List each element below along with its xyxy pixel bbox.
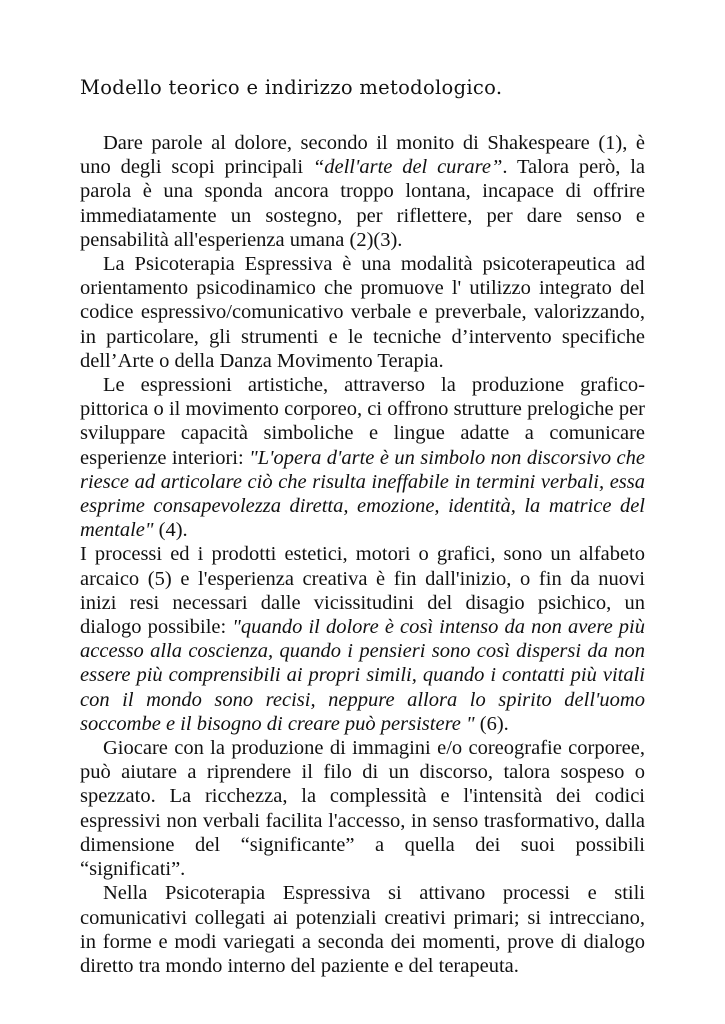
document-page (80, 70, 645, 978)
paragraph-1-text-end: . Talora però, la parola è una sponda ancora troppo lontana, incapace di offrire immediatamente un sostegno, per riflettere, per dare senso e pensabilità all'esperienza umana (2)(3). (80, 156, 645, 251)
paragraph-4-quote: "quando il dolore è così intenso da non avere più accesso alla coscienza, quando i pensieri sono così dispersi da non essere più comprensibili ai propri simili, quando i contatti più vitali con il mondo sono recisi, neppure allora lo spirito dell'uomo soccombe e il bisogno di creare può persistere " (80, 616, 645, 735)
paragraph-3 (80, 373, 645, 542)
paragraph-2-text: La Psicoterapia Espressiva è una modalità psicoterapeutica ad orientamento psicodinamico che promuove l' utilizzo integrato del codice espressivo/comunicativo verbale e preverbale, valorizzando, in particolare, gli strumenti e le tecniche d’intervento specifiche dell’Arte o della Danza Movimento Terapia. (80, 253, 645, 372)
paragraph-2 (80, 252, 645, 373)
section-heading: Modello teorico e indirizzo metodologico. (80, 76, 503, 99)
paragraph-4-citation: (6). (474, 712, 509, 735)
paragraph-1-text: Dare parole al dolore, secondo il monito di Shakespeare (1), è uno degli scopi principali (80, 132, 645, 179)
paragraph-1-quote: “dell'arte del curare” (312, 156, 503, 179)
paragraph-3-text: Le espressioni artistiche, attraverso la produzione grafico-pittorica o il movimento corporeo, ci offrono strutture prelogiche per sviluppare capacità simboliche e lingue adatte a comunicare esperienze interiori: (80, 374, 645, 469)
body-text (80, 131, 645, 978)
paragraph-4-text: I processi ed i prodotti estetici, motori o grafici, sono un alfabeto arcaico (5) e l'esperienza creativa è fin dall'inizio, o fin da nuovi inizi resi necessari dalle vicissitudini del disagio psichico, un dialogo possibile: (80, 543, 645, 639)
paragraph-5 (80, 736, 645, 881)
paragraph-3-citation: (4). (153, 519, 188, 542)
paragraph-5-text: Giocare con la produzione di immagini e/o coreografie corporee, può aiutare a riprendere il filo di un discorso, talora sospeso o spezzato. La ricchezza, la complessità e l'intensità dei codici espressivi non verbali facilita l'accesso, in senso trasformativo, dalla dimensione del “significante” a quella dei suoi possibili “significati”. (80, 737, 645, 881)
paragraph-4 (80, 542, 645, 736)
paragraph-3-quote: "L'opera d'arte è un simbolo non discorsivo che riesce ad articolare ciò che risulta ineffabile in termini verbali, essa esprime consapevolezza diretta, emozione, identità, la matrice del mentale" (80, 446, 645, 542)
paragraph-1 (80, 131, 645, 252)
paragraph-6 (80, 881, 645, 978)
paragraph-6-text: Nella Psicoterapia Espressiva si attivano processi e stili comunicativi collegati ai potenziali creativi primari; si intrecciano, in forme e modi variegati a seconda dei momenti, prove di dialogo diretto tra mondo interno del paziente e del terapeuta. (80, 882, 645, 977)
